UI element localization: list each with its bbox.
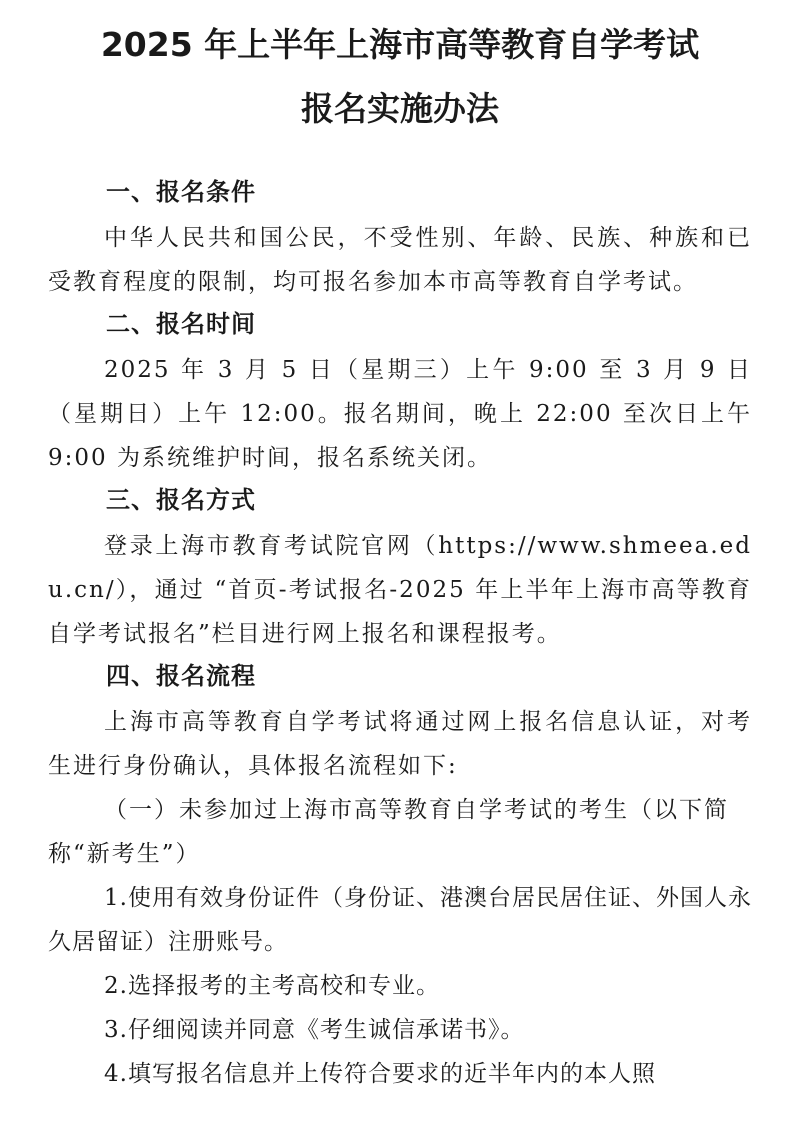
list-item: 1.使用有效身份证件（身份证、港澳台居民居住证、外国人永久居留证）注册账号。	[48, 885, 752, 955]
section-eligibility	[48, 172, 752, 304]
list-item: 2.选择报考的主考高校和专业。	[104, 973, 440, 999]
section-heading: 一、报名条件	[106, 178, 256, 206]
section-heading: 三、报名方式	[106, 486, 256, 514]
section-paragraph: 登录上海市教育考试院官网（https://www.shmeea.edu.cn/），通过 “首页-考试报名-2025 年上半年上海市高等教育自学考试报名”栏目进行网上报名和课程报考。	[48, 533, 752, 647]
list-item: 3.仔细阅读并同意《考生诚信承诺书》。	[104, 1017, 525, 1043]
subsection-heading: （一）未参加过上海市高等教育自学考试的考生（以下简称“新考生”）	[48, 797, 729, 867]
document-title-line1: 2025 年上半年上海市高等教育自学考试	[100, 25, 700, 64]
section-paragraph: 中华人民共和国公民，不受性别、年龄、民族、种族和已受教育程度的限制，均可报名参加本市高等教育自学考试。	[48, 225, 752, 295]
section-paragraph: 2025 年 3 月 5 日（星期三）上午 9:00 至 3 月 9 日（星期日）上午 12:00。报名期间，晚上 22:00 至次日上午 9:00 为系统维护时间，报名系统关闭。	[48, 357, 752, 471]
section-registration-method	[48, 480, 752, 656]
section-registration-time	[48, 304, 752, 480]
section-paragraph: 上海市高等教育自学考试将通过网上报名信息认证，对考生进行身份确认，具体报名流程如下:	[48, 709, 752, 779]
section-heading: 四、报名流程	[106, 662, 256, 690]
list-item: 4.填写报名信息并上传符合要求的近半年内的本人照	[104, 1061, 656, 1087]
document-page	[48, 0, 752, 1096]
document-title-line2: 报名实施办法	[301, 89, 499, 128]
section-heading: 二、报名时间	[106, 310, 256, 338]
section-registration-process	[48, 656, 752, 1096]
